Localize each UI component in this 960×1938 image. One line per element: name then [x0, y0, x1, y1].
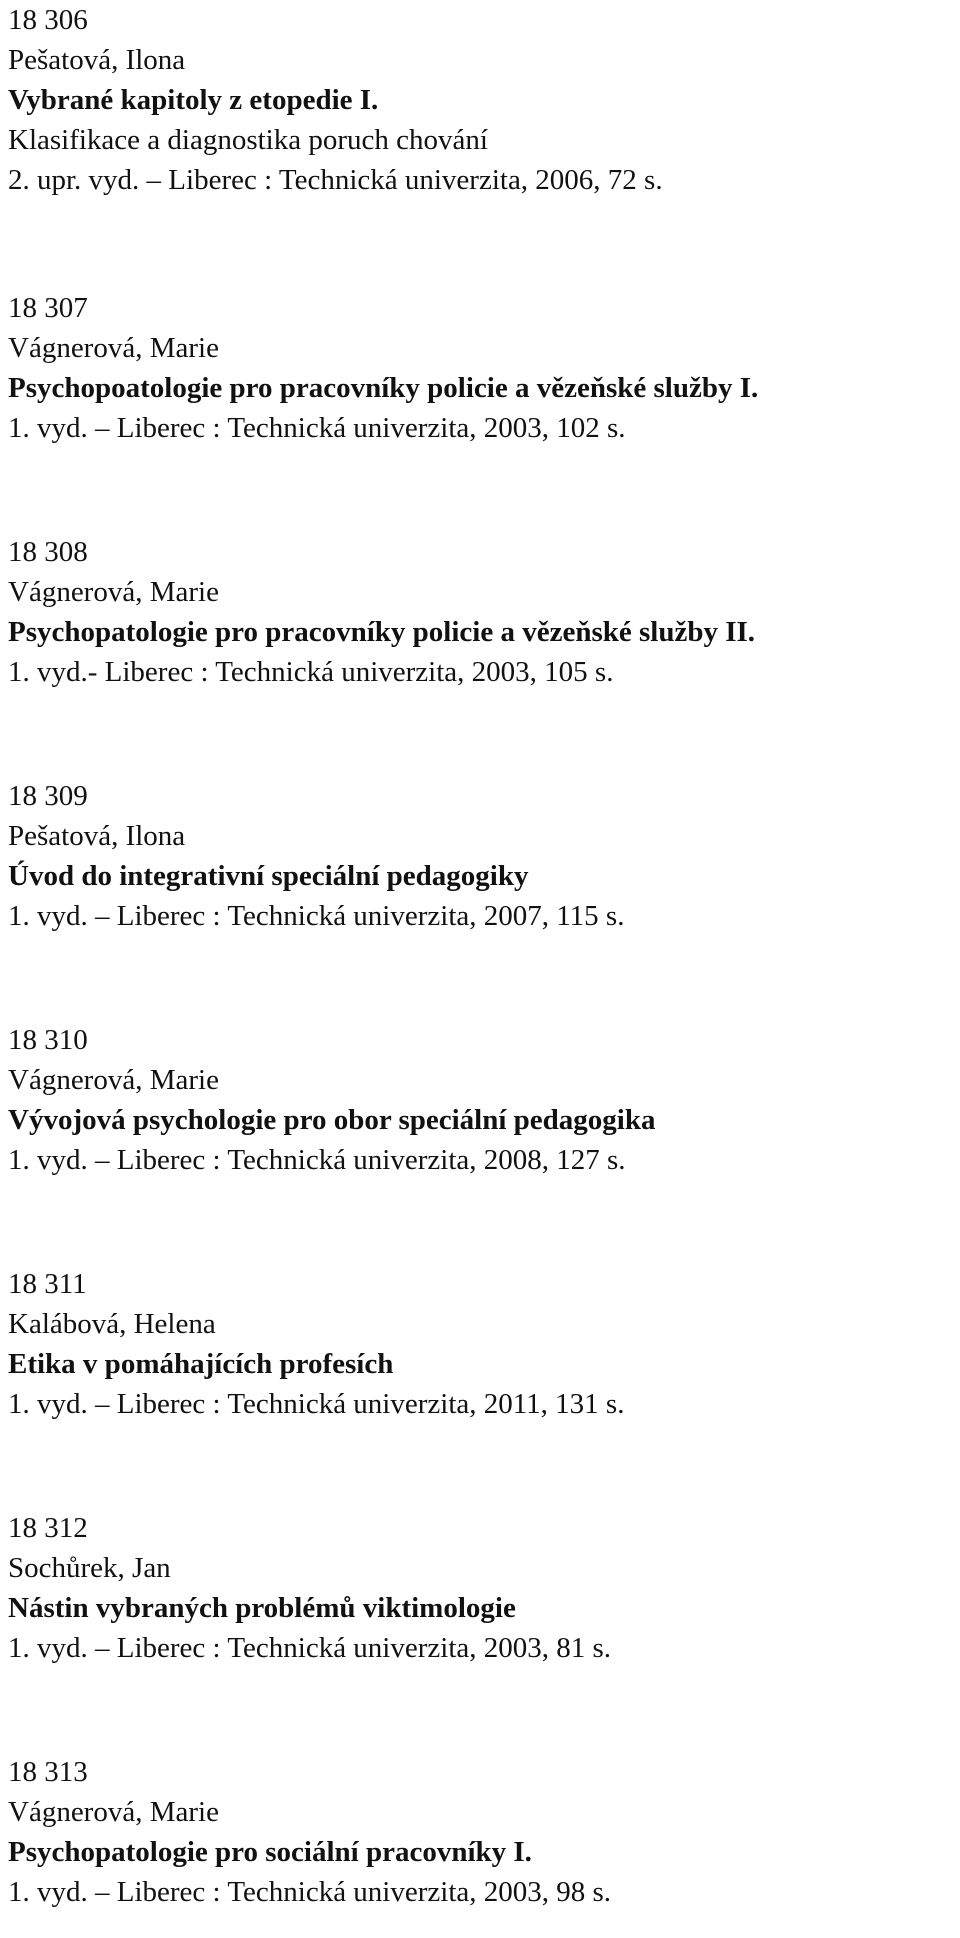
bibliography-entry: [8, 1752, 953, 1912]
bibliography-entry: [8, 0, 953, 200]
entry-author: Vágnerová, Marie: [8, 1064, 219, 1096]
entry-title: Psychopatologie pro sociální pracovníky I.: [8, 1836, 532, 1868]
entry-imprint: 1. vyd. – Liberec : Technická univerzita, 2003, 81 s.: [8, 1632, 612, 1664]
bibliography-entry: [8, 1020, 953, 1180]
entry-author: Sochůrek, Jan: [8, 1552, 171, 1584]
entry-number: 18 308: [8, 536, 88, 568]
bibliography-entry: [8, 288, 953, 448]
bibliography-entry: [8, 776, 953, 936]
entry-number: 18 309: [8, 780, 88, 812]
entry-imprint: 2. upr. vyd. – Liberec : Technická univerzita, 2006, 72 s.: [8, 164, 663, 196]
entry-imprint: 1. vyd. – Liberec : Technická univerzita, 2007, 115 s.: [8, 900, 625, 932]
entry-title: Psychopatologie pro pracovníky policie a vězeňské služby II.: [8, 616, 756, 648]
entry-author: Vágnerová, Marie: [8, 576, 219, 608]
entry-author: Pešatová, Ilona: [8, 44, 186, 76]
entry-author: Vágnerová, Marie: [8, 1796, 219, 1828]
entry-title: Úvod do integrativní speciální pedagogiky: [8, 860, 529, 892]
entry-author: Pešatová, Ilona: [8, 820, 186, 852]
bibliography-entry: [8, 1264, 953, 1424]
entry-imprint: 1. vyd. – Liberec : Technická univerzita, 2008, 127 s.: [8, 1144, 626, 1176]
bibliography-entry: [8, 1508, 953, 1668]
entry-title: Etika v pomáhajících profesích: [8, 1348, 394, 1380]
entry-number: 18 312: [8, 1512, 88, 1544]
entry-title: Vývojová psychologie pro obor speciální pedagogika: [8, 1104, 656, 1136]
entry-number: 18 311: [8, 1268, 87, 1300]
entry-title: Vybrané kapitoly z etopedie I.: [8, 84, 379, 116]
entry-imprint: 1. vyd. – Liberec : Technická univerzita, 2003, 98 s.: [8, 1876, 612, 1908]
entry-imprint: 1. vyd. – Liberec : Technická univerzita, 2003, 102 s.: [8, 412, 626, 444]
entry-author: Vágnerová, Marie: [8, 332, 219, 364]
entry-author: Kalábová, Helena: [8, 1308, 216, 1340]
entry-subtitle: Klasifikace a diagnostika poruch chování: [8, 124, 488, 156]
entry-number: 18 310: [8, 1024, 88, 1056]
entry-number: 18 306: [8, 4, 88, 36]
entry-imprint: 1. vyd. – Liberec : Technická univerzita, 2011, 131 s.: [8, 1388, 625, 1420]
entry-imprint: 1. vyd.- Liberec : Technická univerzita, 2003, 105 s.: [8, 656, 614, 688]
bibliography-entry: [8, 532, 953, 692]
entry-number: 18 307: [8, 292, 88, 324]
entry-title: Psychopoatologie pro pracovníky policie a vězeňské služby I.: [8, 372, 759, 404]
entry-number: 18 313: [8, 1756, 88, 1788]
entry-title: Nástin vybraných problémů viktimologie: [8, 1592, 516, 1624]
